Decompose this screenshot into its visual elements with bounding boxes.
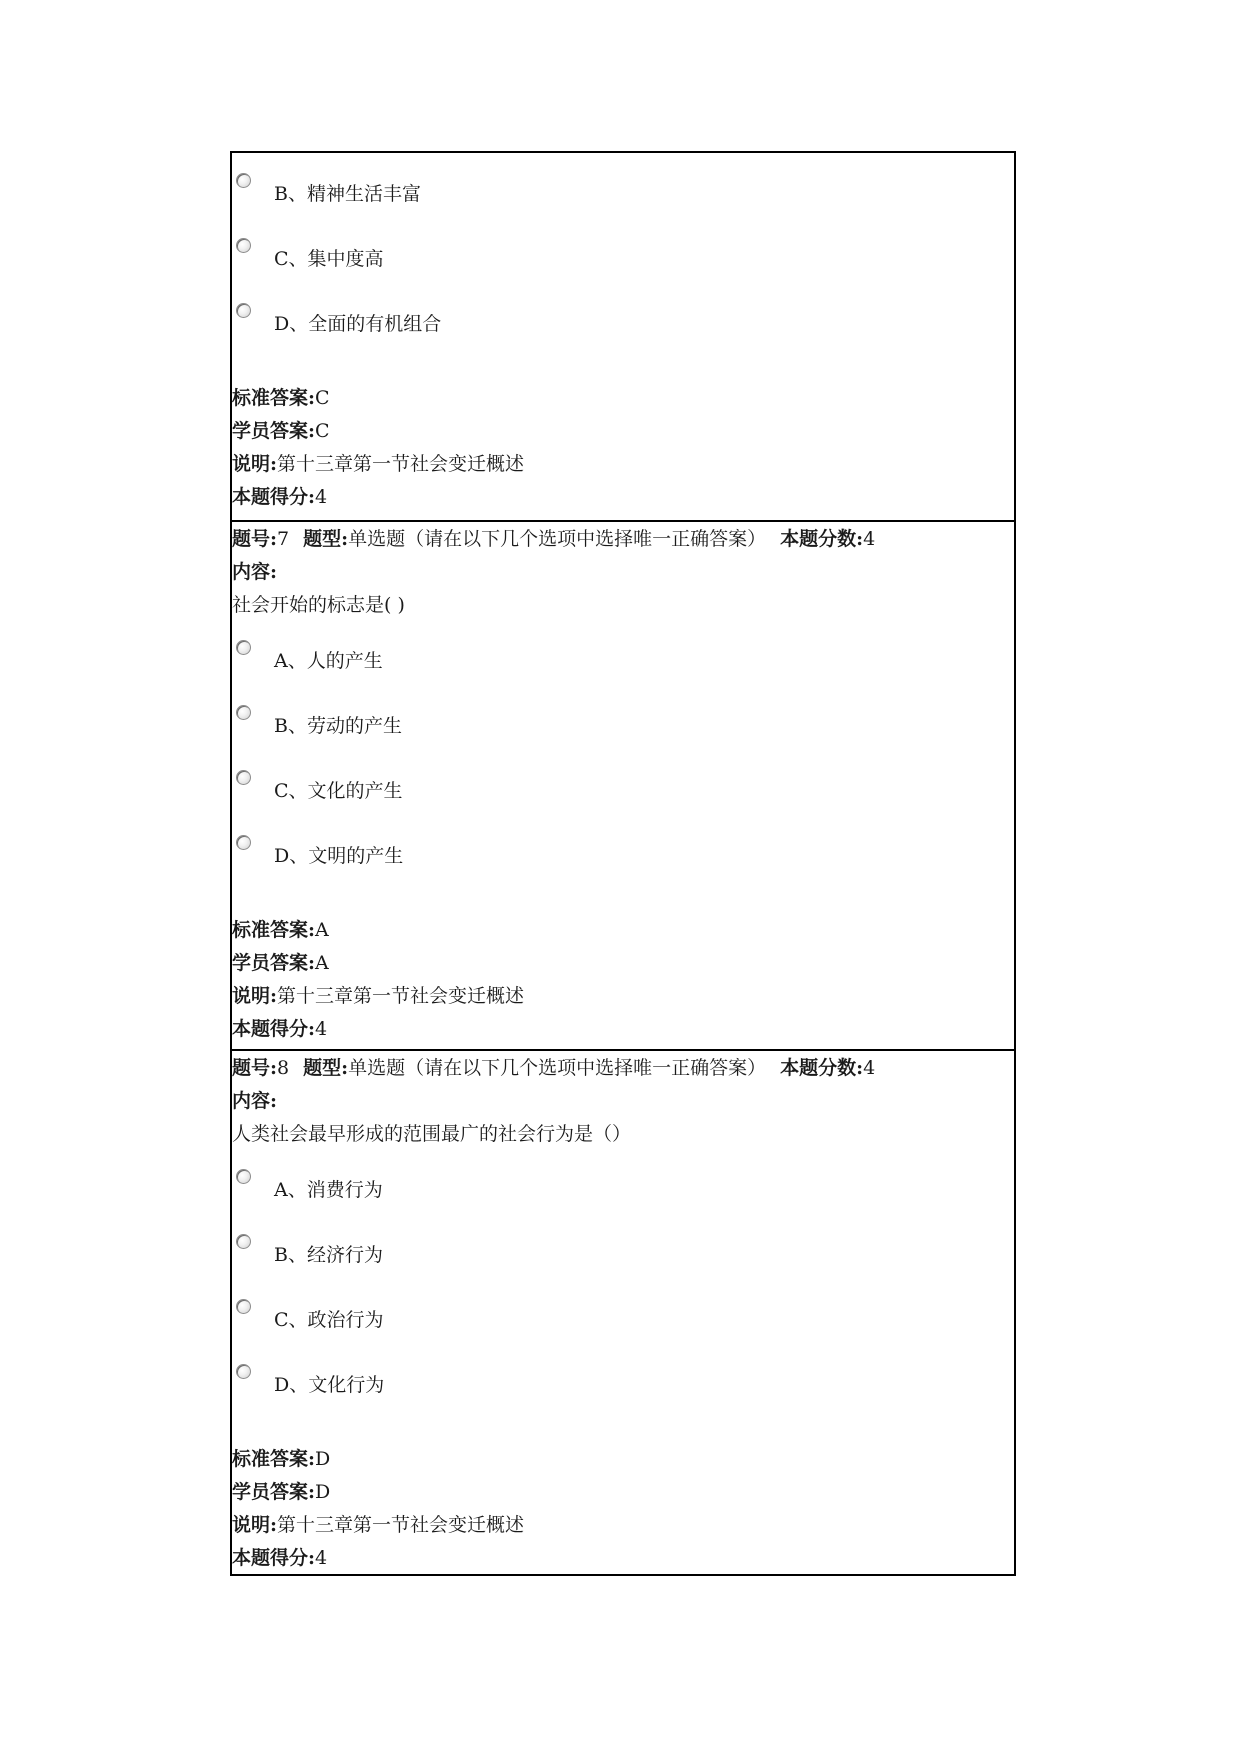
standard-answer-label: 标准答案: <box>232 387 316 409</box>
question-type: 单选题（请在以下几个选项中选择唯一正确答案） <box>348 1057 767 1079</box>
score <box>232 1543 1014 1573</box>
content-label: 内容: <box>232 1090 278 1112</box>
score <box>232 1014 1014 1044</box>
question-header <box>232 524 1014 554</box>
score-value: 4 <box>315 1018 328 1040</box>
student-answer <box>232 416 1014 446</box>
question-text: 社会开始的标志是( ) <box>232 594 405 616</box>
student-answer-label: 学员答案: <box>232 420 316 442</box>
option-a[interactable] <box>232 640 1014 680</box>
standard-answer-value: A <box>315 919 329 941</box>
score-label: 本题得分: <box>232 1018 316 1040</box>
standard-answer <box>232 915 1014 945</box>
radio-icon[interactable] <box>236 173 251 188</box>
student-answer <box>232 1477 1014 1507</box>
option-label: B、精神生活丰富 <box>274 183 421 205</box>
question-type-label: 题型: <box>303 1057 349 1079</box>
explanation-label: 说明: <box>232 453 278 475</box>
student-answer-value: A <box>315 952 329 974</box>
option-d[interactable] <box>232 303 1014 343</box>
option-label: D、文化行为 <box>274 1374 385 1396</box>
question-block-6 <box>232 153 1014 520</box>
explanation-label: 说明: <box>232 1514 278 1536</box>
question-number: 7 <box>277 528 290 550</box>
option-label: A、消费行为 <box>274 1179 383 1201</box>
option-label: B、经济行为 <box>274 1244 383 1266</box>
explanation <box>232 449 1014 479</box>
question-number-label: 题号: <box>232 1057 278 1079</box>
student-answer <box>232 948 1014 978</box>
radio-icon[interactable] <box>236 770 251 785</box>
option-b[interactable] <box>232 705 1014 745</box>
question-points-label: 本题分数: <box>780 528 864 550</box>
option-b[interactable] <box>232 173 1014 213</box>
option-c[interactable] <box>232 1299 1014 1339</box>
explanation-label: 说明: <box>232 985 278 1007</box>
score-label: 本题得分: <box>232 486 316 508</box>
student-answer-value: D <box>315 1481 331 1503</box>
option-c[interactable] <box>232 238 1014 278</box>
standard-answer-label: 标准答案: <box>232 1448 316 1470</box>
quiz-results-table <box>230 151 1016 1576</box>
score-value: 4 <box>315 1547 328 1569</box>
option-c[interactable] <box>232 770 1014 810</box>
content-label: 内容: <box>232 561 278 583</box>
option-label: B、劳动的产生 <box>274 715 402 737</box>
radio-icon[interactable] <box>236 835 251 850</box>
radio-icon[interactable] <box>236 1234 251 1249</box>
student-answer-label: 学员答案: <box>232 952 316 974</box>
radio-icon[interactable] <box>236 1169 251 1184</box>
option-d[interactable] <box>232 1364 1014 1404</box>
question-type-label: 题型: <box>303 528 349 550</box>
explanation-value: 第十三章第一节社会变迁概述 <box>277 1514 525 1536</box>
standard-answer <box>232 1444 1014 1474</box>
option-label: C、集中度高 <box>274 248 384 270</box>
score-label: 本题得分: <box>232 1547 316 1569</box>
score <box>232 482 1014 512</box>
question-header <box>232 1053 1014 1083</box>
standard-answer-value: C <box>315 387 330 409</box>
explanation <box>232 981 1014 1011</box>
question-number-label: 题号: <box>232 528 278 550</box>
option-label: A、人的产生 <box>274 650 383 672</box>
score-value: 4 <box>315 486 328 508</box>
explanation-value: 第十三章第一节社会变迁概述 <box>277 453 525 475</box>
explanation-value: 第十三章第一节社会变迁概述 <box>277 985 525 1007</box>
question-type: 单选题（请在以下几个选项中选择唯一正确答案） <box>348 528 767 550</box>
question-block-7 <box>232 520 1014 1049</box>
question-points-label: 本题分数: <box>780 1057 864 1079</box>
question-number: 8 <box>277 1057 290 1079</box>
option-d[interactable] <box>232 835 1014 875</box>
student-answer-label: 学员答案: <box>232 1481 316 1503</box>
question-text: 人类社会最早形成的范围最广的社会行为是（） <box>232 1123 632 1145</box>
question-points: 4 <box>863 1057 876 1079</box>
question-block-8 <box>232 1049 1014 1574</box>
radio-icon[interactable] <box>236 1299 251 1314</box>
standard-answer-value: D <box>315 1448 331 1470</box>
standard-answer-label: 标准答案: <box>232 919 316 941</box>
option-label: D、文明的产生 <box>274 845 404 867</box>
student-answer-value: C <box>315 420 330 442</box>
explanation <box>232 1510 1014 1540</box>
option-label: C、政治行为 <box>274 1309 384 1331</box>
standard-answer <box>232 383 1014 413</box>
question-points: 4 <box>863 528 876 550</box>
radio-icon[interactable] <box>236 1364 251 1379</box>
radio-icon[interactable] <box>236 238 251 253</box>
radio-icon[interactable] <box>236 640 251 655</box>
option-b[interactable] <box>232 1234 1014 1274</box>
option-label: D、全面的有机组合 <box>274 313 442 335</box>
option-a[interactable] <box>232 1169 1014 1209</box>
option-label: C、文化的产生 <box>274 780 403 802</box>
radio-icon[interactable] <box>236 303 251 318</box>
radio-icon[interactable] <box>236 705 251 720</box>
